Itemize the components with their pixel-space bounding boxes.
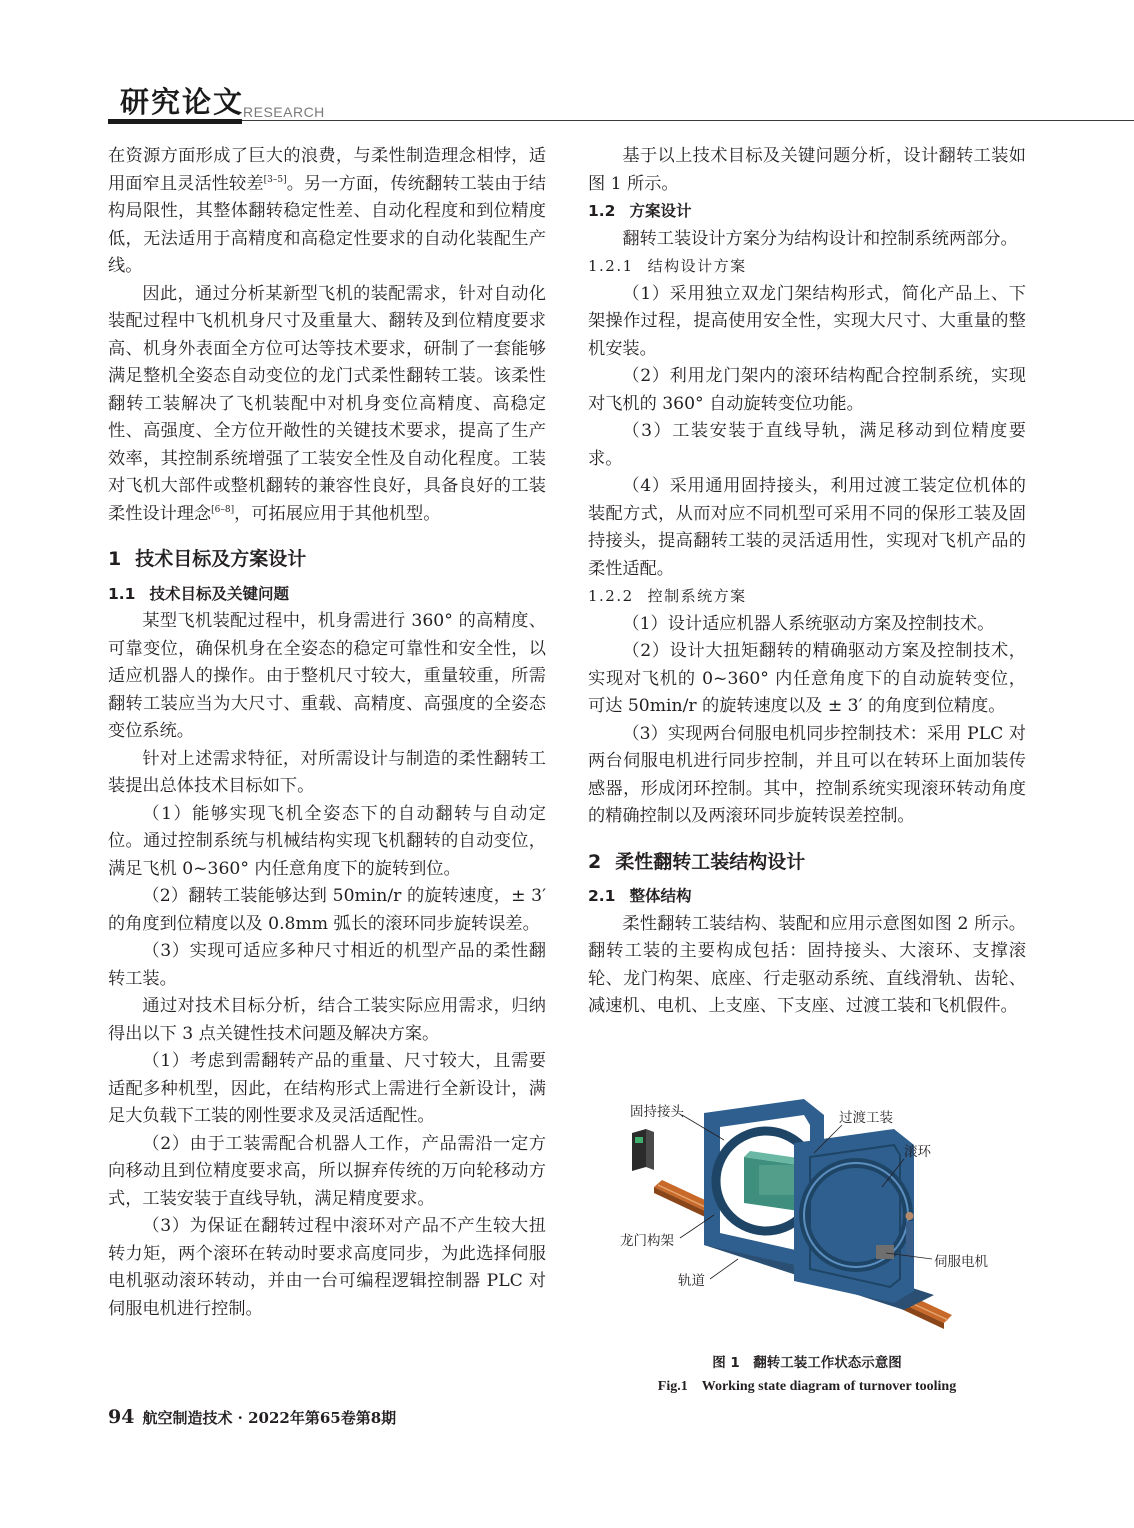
figure-caption-english: Fig.1 Working state diagram of turnover tooling: [657, 1379, 957, 1394]
paragraph: 翻转工装设计方案分为结构设计和控制系统两部分。: [622, 228, 1018, 249]
subsection-heading: 1.1 技术目标及关键问题: [108, 584, 289, 603]
control-cabinet: [632, 1129, 646, 1171]
label-servo-motor: 伺服电机: [934, 1254, 988, 1270]
paragraph: （3）实现可适应多种尺寸相近的机型产品的柔性翻转工装。: [108, 941, 546, 989]
paragraph: （2）设计大扭矩翻转的精确驱动方案及控制技术，实现对飞机的 0~360° 内任意角度下的自动旋转变位，可达 50min/r 的旋转速度以及 ± 3′ 的角度到位精度。: [588, 641, 1026, 716]
paragraph: 基于以上技术目标及关键问题分析，设计翻转工装如图 1 所示。: [588, 146, 1026, 194]
figure-caption: 图 1 翻转工装工作状态示意图: [712, 1355, 902, 1371]
paragraph: （3）工装安装于直线导轨，满足移动到位精度要求。: [588, 421, 1026, 469]
label-rail: 轨道: [678, 1273, 705, 1289]
subsubsection-heading: 1.2.2 控制系统方案: [588, 587, 747, 605]
transition-fixture: [759, 1165, 799, 1195]
label-gantry: 龙门构架: [620, 1233, 674, 1249]
section-subtitle: RESEARCH: [243, 104, 325, 120]
paragraph: （2）翻转工装能够达到 50min/r 的旋转速度，± 3′ 的角度到位精度以及 0.8mm 弧长的滚环同步旋转误差。: [108, 886, 546, 934]
servo-motor: [876, 1245, 894, 1259]
section-heading: 1 技术目标及方案设计: [108, 548, 307, 570]
paragraph: （1）采用独立双龙门架结构形式，简化产品上、下架操作过程，提高使用安全性，实现大尺寸、大重量的整机安装。: [588, 283, 1026, 359]
paragraph: （1）能够实现飞机全姿态下的自动翻转与自动定位。通过控制系统与机械结构实现飞机翻转的自动变位，满足飞机 0~360° 内任意角度下的旋转到位。: [108, 803, 546, 879]
section-heading: 2 柔性翻转工装结构设计: [588, 850, 806, 873]
subsection-heading: 1.2 方案设计: [588, 202, 692, 220]
label-gripper: 固持接头: [630, 1104, 684, 1120]
figure-1: [614, 1095, 1014, 1335]
front-gantry: [794, 1129, 914, 1303]
section-title: 研究论文: [120, 85, 245, 119]
paragraph: 通过对技术目标分析，结合工装实际应用需求，归纳得出以下 3 点关键性技术问题及解决方案。: [108, 996, 546, 1044]
journal-info: 航空制造技术 · 2022年第65卷第8期: [142, 1409, 397, 1427]
paragraph: 某型飞机装配过程中，机身需进行 360° 的高精度、可靠变位，确保机身在全姿态的稳定可靠性和安全性，以适应机器人的操作。由于整机尺寸较大，重量较重，所需翻转工装应当为大尺寸、重载、高精度、高强度的全姿态变位系统。: [108, 611, 546, 741]
paragraph: （4）采用通用固持接头，利用过渡工装定位机体的装配方式，从而对应不同机型可采用不同的保形工装及固持接头，提高翻转工装的灵活适用性，实现对飞机产品的柔性适配。: [588, 476, 1026, 579]
page-number: 94: [108, 1406, 135, 1428]
operator: [906, 1221, 913, 1257]
left-column: [108, 143, 546, 1323]
label-transition-fixture: 过渡工装: [839, 1110, 893, 1126]
paragraph: （3）为保证在翻转过程中滚环对产品不产生较大扭转力矩，两个滚环在转动时要求高度同步，为此选择伺服电机驱动滚环转动，并由一台可编程逻辑控制器 PLC 对伺服电机进行控制。: [108, 1216, 546, 1319]
turnover-tooling-illustration: [614, 1095, 1014, 1335]
header-rule-thick: [108, 119, 242, 124]
citation: [3–5]: [263, 174, 287, 185]
paragraph: （3）实现两台伺服电机同步控制技术：采用 PLC 对两台伺服电机进行同步控制，并且可以在转环上面加装传感器，形成闭环控制。其中，控制系统实现滚环转动角度的精确控制以及两滚环同步旋转误差控制。: [588, 723, 1026, 826]
subsubsection-heading: 1.2.1 结构设计方案: [588, 257, 747, 275]
paragraph: 因此，通过分析某新型飞机的装配需求，针对自动化装配过程中飞机机身尺寸及重量大、翻转及到位精度要求高、机身外表面全方位可达等技术要求，研制了一套能够满足整机全姿态自动变位的龙门式柔性翻转工装。该柔性翻转工装解决了飞机装配中对机身变位高精度、高稳定性、高强度、全方位开敞性的关键技术要求，提高了生产效率，其控制系统增强了工装安全性及自动化程度。工装对飞机大部件或整机翻转的兼容性良好，具备良好的工装柔性设计理念[6–8]，可拓展应用于其他机型。: [108, 283, 546, 524]
paragraph: （2）利用龙门架内的滚环结构配合控制系统，实现对飞机的 360° 自动旋转变位功能。: [588, 366, 1026, 414]
paragraph: 在资源方面形成了巨大的浪费，与柔性制造理念相悖，适用面窄且灵活性较差[3–5]。另一方面，传统翻转工装由于结构局限性，其整体翻转稳定性差、自动化程度和到位精度低，无法适用于高精度和高稳定性要求的自动化装配生产线。: [108, 146, 546, 276]
leader-rail: [710, 1259, 738, 1279]
right-column: [588, 143, 1026, 1021]
citation: [6–8]: [211, 504, 235, 515]
paragraph: 针对上述需求特征，对所需设计与制造的柔性翻转工装提出总体技术目标如下。: [108, 748, 546, 796]
page-footer: [108, 1406, 396, 1428]
control-cabinet-side: [646, 1129, 654, 1170]
subsection-heading: 2.1 整体结构: [588, 887, 692, 905]
header-rule: [242, 120, 1134, 121]
cabinet-screen: [635, 1137, 643, 1143]
paragraph: 柔性翻转工装结构、装配和应用示意图如图 2 所示。翻转工装的主要构成包括：固持接头、大滚环、支撑滚轮、龙门构架、底座、行走驱动系统、直线滑轨、齿轮、减速机、电机、上支座、下支座、过渡工装和飞机假件。: [588, 913, 1026, 1016]
paragraph: （1）考虑到需翻转产品的重量、尺寸较大，且需要适配多种机型，因此，在结构形式上需进行全新设计，满足大负载下工装的刚性要求及灵活适配性。: [108, 1051, 546, 1126]
paragraph: （1）设计适应机器人系统驱动方案及控制技术。: [622, 613, 995, 634]
label-rolling-ring: 滚环: [904, 1144, 931, 1160]
operator-head: [906, 1212, 914, 1220]
paragraph: （2）由于工装需配合机器人工作，产品需沿一定方向移动且到位精度要求高，所以摒弃传统的万向轮移动方式，工装安装于直线导轨，满足精度要求。: [108, 1133, 546, 1209]
